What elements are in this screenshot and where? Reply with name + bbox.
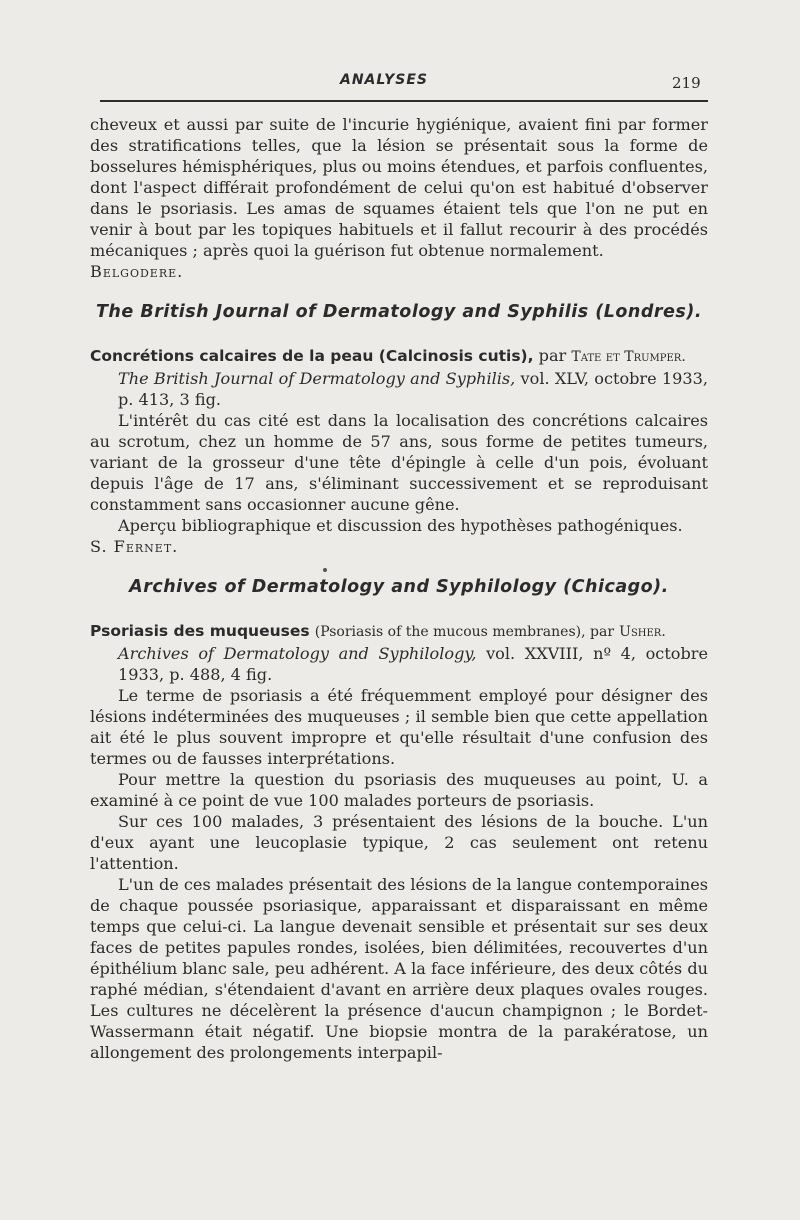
journal-heading-archives: Archives of Dermatology and Syphilology (Chicago). [129, 577, 669, 597]
reference-journal: Archives of Dermatology and Syphilology, [118, 644, 477, 663]
reference-details: vol. XLV, octobre 1933, p. 413, 3 fig. [118, 369, 708, 409]
article-heading-calcinosis [90, 345, 708, 368]
journal-heading-british: The British Journal of Dermatology and Syphilis (Londres). [96, 302, 702, 322]
article-title: Psoriasis des muqueuses [90, 622, 310, 640]
reference-journal: The British Journal of Dermatology and Syphilis, [118, 369, 516, 388]
intro-signature: Belgodere. [90, 262, 184, 281]
article-authors: Usher. [619, 624, 666, 640]
article-reference [90, 643, 708, 685]
body-paragraph: Le terme de psoriasis a été fréquemment employé pour désigner des lésions indéterminées des muqueuses ; il semble bien que cette appellation ait été le plus souvent impropre et qu'elle résultait d'une confusion des termes ou de fausses interprétations. [90, 686, 708, 768]
body-paragraph: L'un de ces malades présentait des lésions de la langue contemporaines de chaque poussée psoriasique, apparaissant et disparaissant en même temps que celui-ci. La langue devenait sensible et présentait sur ses deux faces de petites papules rondes, isolées, bien délimitées, recouvertes d'un épithélium blanc sale, peu adhérent. A la face inférieure, des deux côtés du raphé médian, s'étendaient d'avant en arrière deux plaques ovales rouges. Les cultures ne décelèrent la présence d'aucun champignon ; le Bordet-Wassermann était négatif. Une biopsie montra de la parakératose, un allongement des prolongements interpapil- [90, 875, 708, 1062]
article-signature: S. Fernet. [90, 537, 179, 556]
body-paragraph: Pour mettre la question du psoriasis des muqueuses au point, U. a examiné à ce point de vue 100 malades porteurs de psoriasis. [90, 770, 708, 810]
article-title: Concrétions calcaires de la peau (Calcinosis cutis), [90, 347, 534, 365]
intro-paragraph: cheveux et aussi par suite de l'incurie hygiénique, avaient fini par former des stratifications telles, que la lésion se présentait sous la forme de bosselures hémisphériques, plus ou moins étendues, et parfois confluentes, dont l'aspect différait profondément de celui qu'on est habitué d'observer dans le psoriasis. Les amas de squames étaient tels que l'on ne put en venir à bout par les topiques habituels et il fallut recourir à des procédés mécaniques ; après quoi la guérison fut obtenue normalement. [90, 115, 708, 260]
header-rule [100, 100, 708, 102]
article-subtitle: (Psoriasis of the mucous membranes), par [314, 624, 615, 640]
running-head [0, 72, 800, 92]
running-head-title: ANALYSES [340, 72, 428, 88]
article-authors: Tate et Trumper. [571, 349, 686, 365]
article-by: par [538, 346, 567, 365]
article-heading-psoriasis [90, 620, 708, 643]
reference-details: vol. XXVIII, nº 4, octobre 1933, p. 488, 4 fig. [118, 644, 708, 684]
body-paragraph: L'intérêt du cas cité est dans la localisation des concrétions calcaires au scrotum, chez un homme de 57 ans, sous forme de petites tumeurs, variant de la grosseur d'une tête d'épingle à celle d'un pois, évoluant depuis l'âge de 17 ans, s'éliminant successivement et se reproduisant constamment sans occasionner aucune gêne. [90, 411, 708, 514]
print-mark [323, 568, 327, 572]
page-content [90, 114, 708, 1063]
body-paragraph: Aperçu bibliographique et discussion des hypothèses pathogéniques. [118, 516, 683, 535]
page-number: 219 [672, 74, 701, 92]
article-reference [90, 368, 708, 410]
body-paragraph: Sur ces 100 malades, 3 présentaient des lésions de la bouche. L'un d'eux ayant une leucoplasie typique, 2 cas seulement ont retenu l'attention. [90, 812, 708, 873]
